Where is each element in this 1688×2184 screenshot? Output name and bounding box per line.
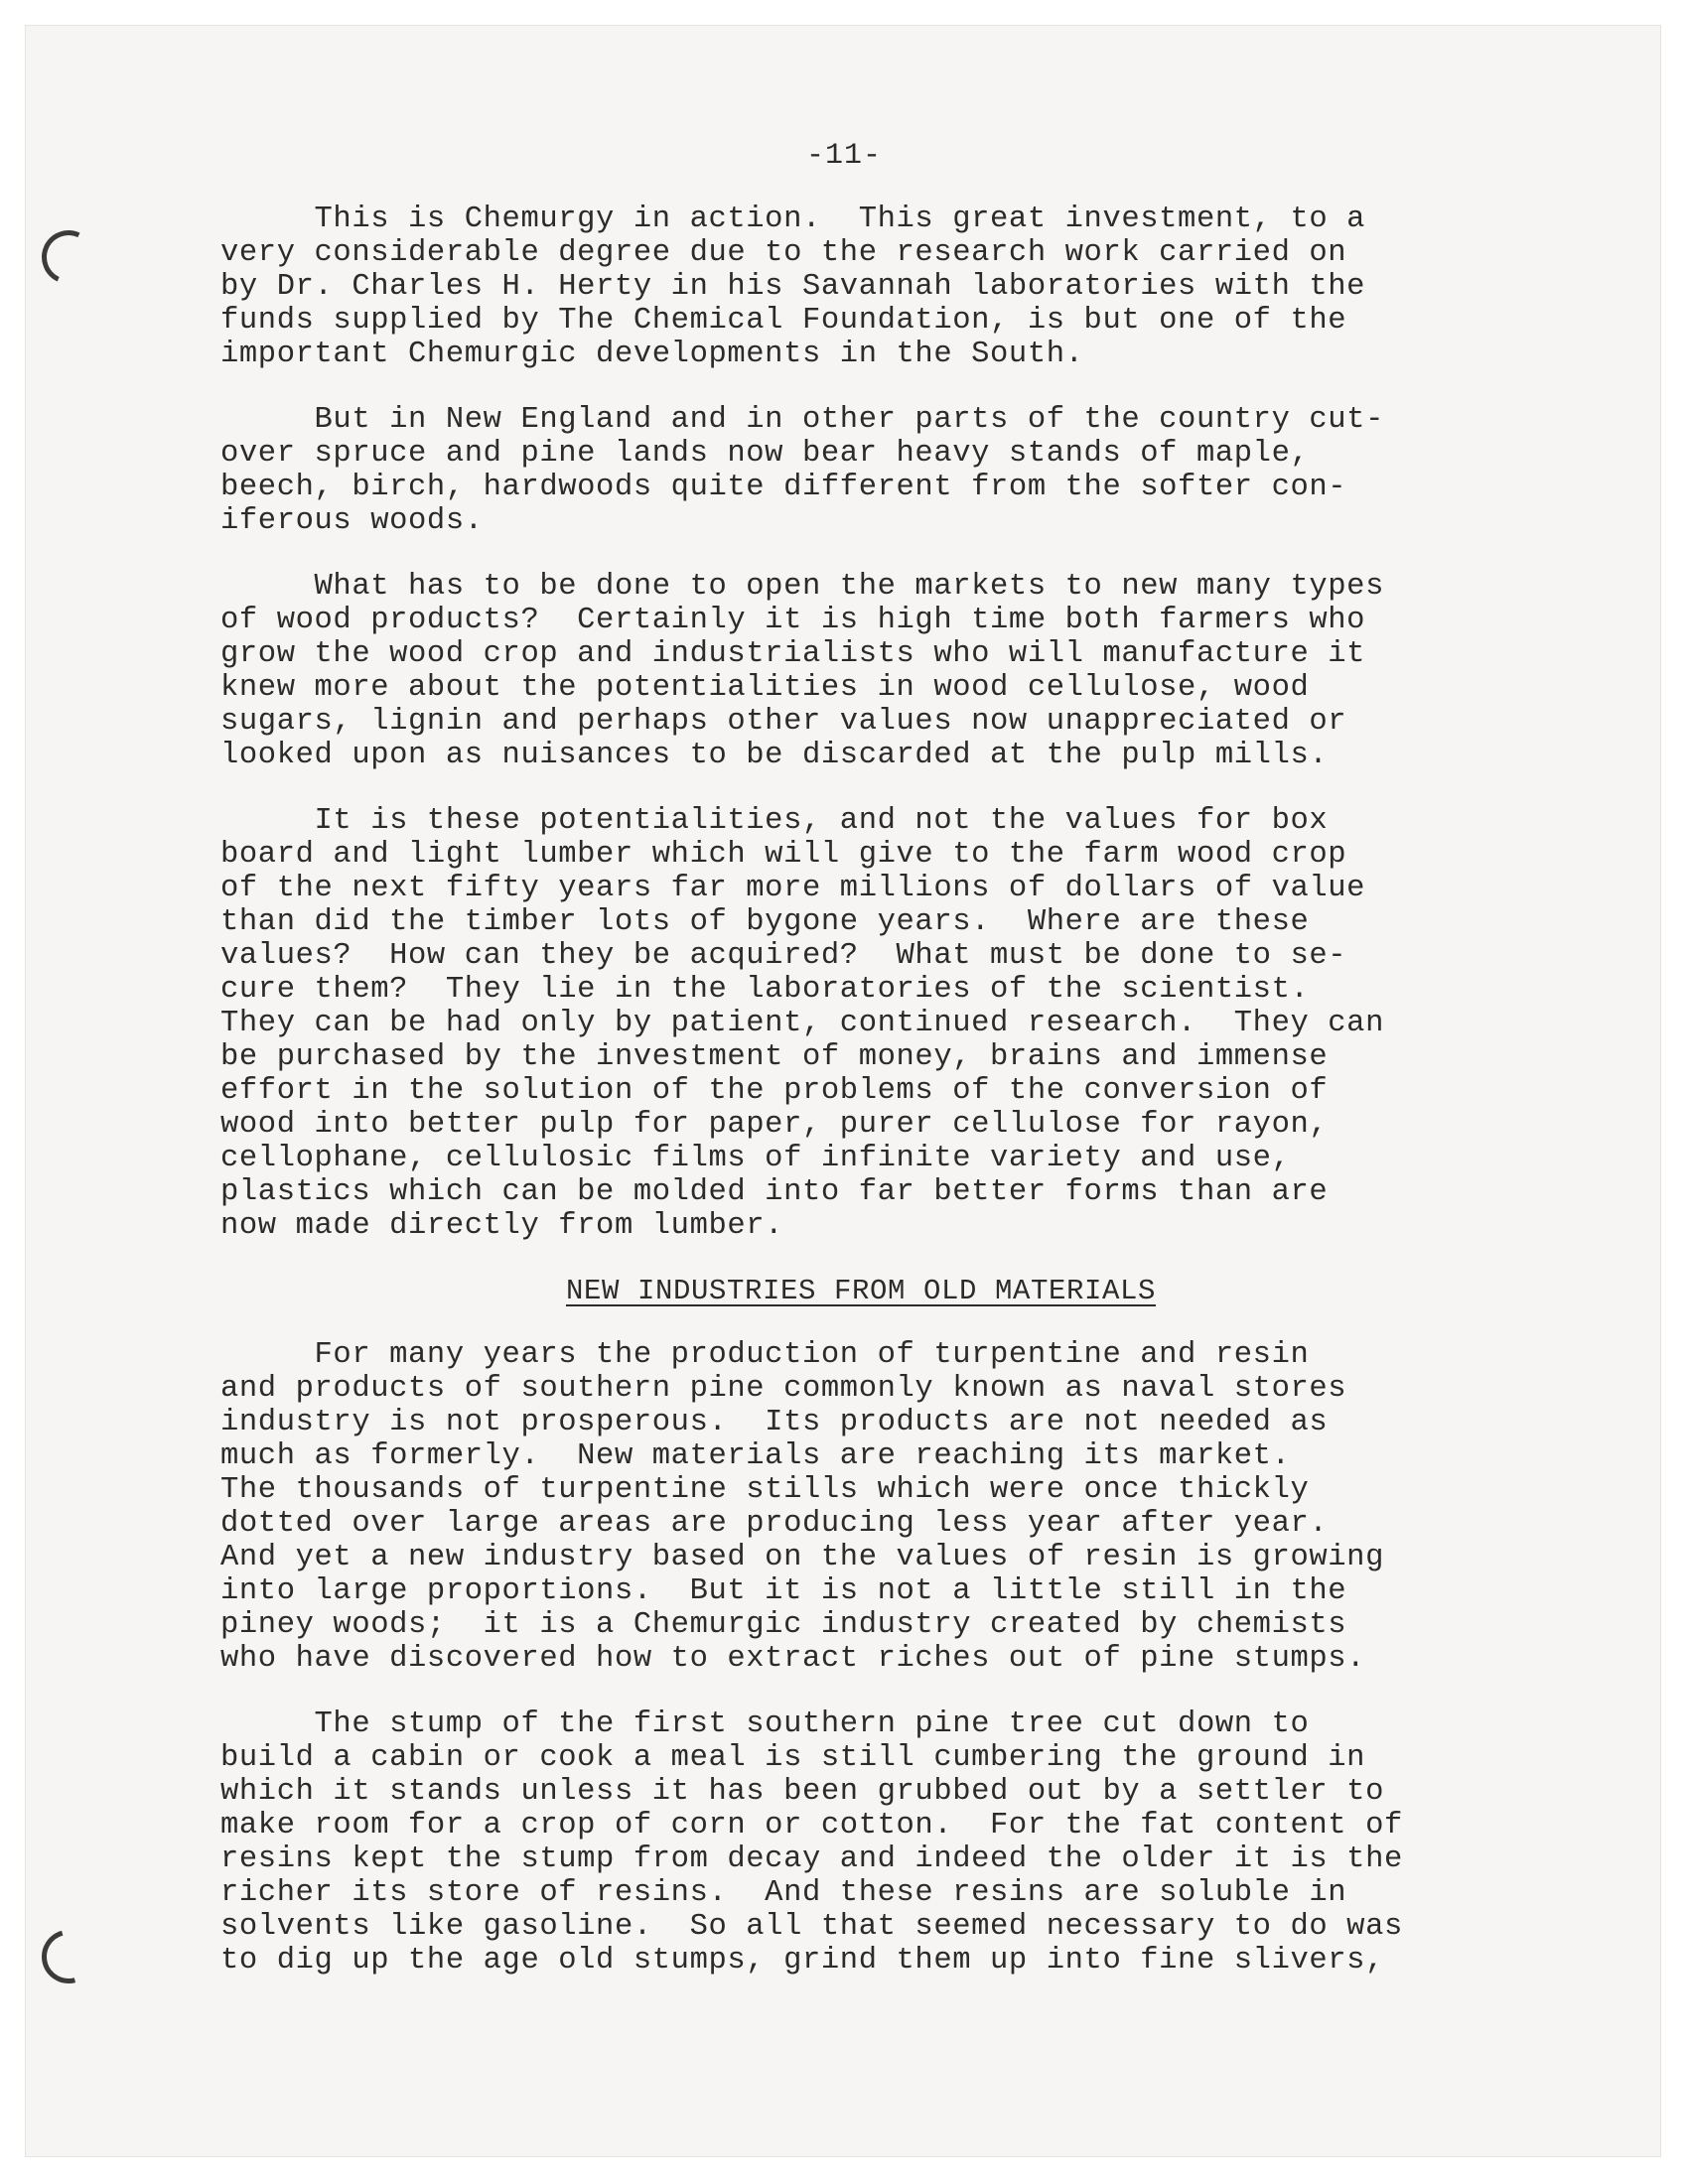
- text-line: grow the wood crop and industrialists who will manufacture it: [220, 637, 1366, 671]
- text-line: solvents like gasoline. So all that seemed necessary to do was: [220, 1910, 1403, 1944]
- text-line: It is these potentialities, and not the values for box: [220, 804, 1329, 838]
- text-line: board and light lumber which will give to the farm wood crop: [220, 838, 1347, 872]
- text-line: who have discovered how to extract riches out of pine stumps.: [220, 1642, 1366, 1676]
- text-line: be purchased by the investment of money, brains and immense: [220, 1040, 1329, 1074]
- text-line: knew more about the potentialities in wood cellulose, wood: [220, 671, 1310, 705]
- text-line: which it stands unless it has been grubbed out by a settler to: [220, 1775, 1384, 1809]
- section-heading-text: NEW INDUSTRIES FROM OLD MATERIALS: [565, 1275, 1157, 1307]
- text-line: into large proportions. But it is not a little still in the: [220, 1574, 1347, 1608]
- text-line: This is Chemurgy in action. This great investment, to a: [220, 203, 1366, 236]
- text-line: The stump of the first southern pine tree cut down to: [220, 1707, 1310, 1741]
- text-line: much as formerly. New materials are reaching its market.: [220, 1439, 1291, 1473]
- text-line: make room for a crop of corn or cotton. For the fat content of: [220, 1809, 1403, 1843]
- text-line: to dig up the age old stumps, grind them up into fine slivers,: [220, 1944, 1384, 1978]
- paragraph: [220, 403, 1501, 538]
- text-line: than did the timber lots of bygone years. Where are these: [220, 905, 1310, 939]
- text-line: now made directly from lumber.: [220, 1209, 784, 1243]
- text-line: looked upon as nuisances to be discarded at the pulp mills.: [220, 739, 1329, 772]
- text-line: effort in the solution of the problems of the conversion of: [220, 1074, 1329, 1108]
- paragraph: [220, 570, 1501, 772]
- text-line: values? How can they be acquired? What must be done to se-: [220, 939, 1347, 973]
- text-line: sugars, lignin and perhaps other values now unappreciated or: [220, 705, 1347, 739]
- text-line: And yet a new industry based on the values of resin is growing: [220, 1541, 1384, 1574]
- text-line: richer its store of resins. And these resins are soluble in: [220, 1876, 1347, 1910]
- text-line: iferous woods.: [220, 504, 484, 538]
- text-line: by Dr. Charles H. Herty in his Savannah laboratories with the: [220, 270, 1366, 304]
- text-line: of the next fifty years far more millions of dollars of value: [220, 872, 1366, 905]
- text-line: very considerable degree due to the research work carried on: [220, 236, 1347, 270]
- paragraph: [220, 1338, 1501, 1676]
- text-line: The thousands of turpentine stills which were once thickly: [220, 1473, 1310, 1507]
- section-heading: [220, 1275, 1501, 1308]
- text-line: important Chemurgic developments in the South.: [220, 338, 1084, 371]
- text-line: resins kept the stump from decay and indeed the older it is the: [220, 1843, 1403, 1876]
- text-line: plastics which can be molded into far better forms than are: [220, 1175, 1329, 1209]
- text-line: cure them? They lie in the laboratories of the scientist.: [220, 973, 1310, 1007]
- text-line: over spruce and pine lands now bear heavy stands of maple,: [220, 437, 1310, 471]
- paragraph: [220, 804, 1501, 1243]
- text-line: beech, birch, hardwoods quite different from the softer con-: [220, 471, 1347, 504]
- text-line: But in New England and in other parts of the country cut-: [220, 403, 1384, 437]
- document-body: [220, 203, 1501, 2009]
- page-number: -11-: [805, 139, 882, 173]
- text-line: What has to be done to open the markets to new many types: [220, 570, 1384, 604]
- text-line: and products of southern pine commonly known as naval stores: [220, 1372, 1347, 1406]
- text-line: cellophane, cellulosic films of infinite variety and use,: [220, 1142, 1291, 1175]
- paragraph: [220, 1707, 1501, 1978]
- text-line: For many years the production of turpentine and resin: [220, 1338, 1310, 1372]
- text-line: piney woods; it is a Chemurgic industry created by chemists: [220, 1608, 1347, 1642]
- text-line: of wood products? Certainly it is high time both farmers who: [220, 604, 1366, 637]
- paragraph: [220, 203, 1501, 371]
- text-line: dotted over large areas are producing less year after year.: [220, 1507, 1329, 1541]
- text-line: wood into better pulp for paper, purer cellulose for rayon,: [220, 1108, 1329, 1142]
- text-line: industry is not prosperous. Its products are not needed as: [220, 1406, 1329, 1439]
- text-line: funds supplied by The Chemical Foundation, is but one of the: [220, 304, 1347, 338]
- text-line: build a cabin or cook a meal is still cumbering the ground in: [220, 1741, 1366, 1775]
- text-line: They can be had only by patient, continued research. They can: [220, 1007, 1384, 1040]
